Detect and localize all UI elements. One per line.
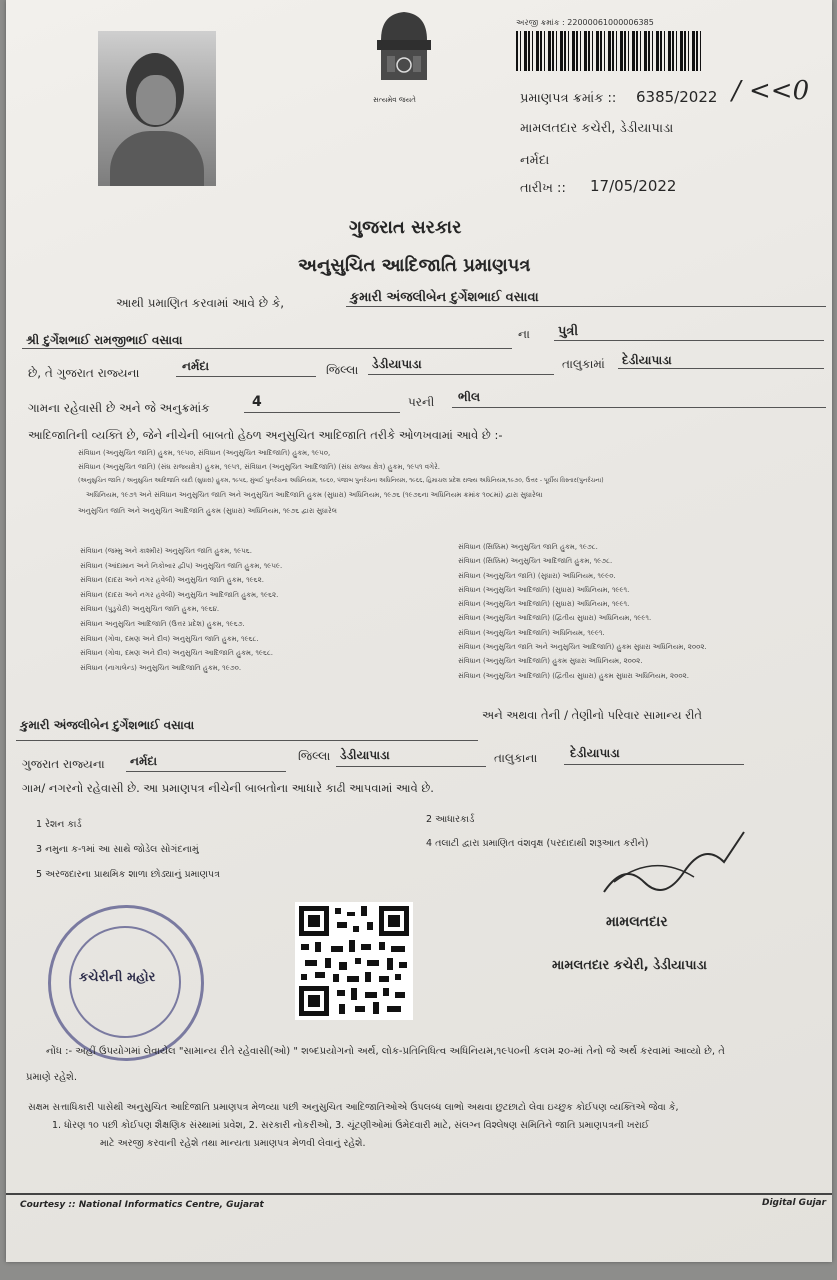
- taluka-value-1: ડેડીયાપાડા: [372, 357, 422, 371]
- applicant-photo: [98, 31, 216, 186]
- note-line: નોંધ :- અહીં ઉપયોગમાં લેવાયેલ "સામાન્ય રીતે રહેવાસી(ઓ) " શબ્દપ્રયોગનો અર્થ, લોક-પ્રતિનિધિત્વ અધિનિયમ,૧૯૫૦ની કલમ ૨૦-માં તેનો જે અર્થ કરવામાં આવ્યો છે, તે: [46, 1046, 725, 1057]
- parni-text: પરની: [408, 395, 435, 409]
- act-item: સંવિધાન (અનુસુચિત આદિજાતિ) (દ્વિતીય સુધારા) હુકમ સુધારા અધિનિયમ, ૨૦૦૨.: [458, 671, 689, 680]
- serial-value: 4: [252, 394, 262, 410]
- date-label: તારીખ ::: [520, 181, 566, 196]
- note-line: પ્રમાણે રહેશે.: [26, 1072, 78, 1083]
- document-item: 1 રેશન કાર્ડ: [36, 819, 82, 830]
- act-item: સંવિધાન (સિક્કિમ) અનુસુચિત આદિજાતિ હુકમ, ૧૯૭૮.: [458, 557, 613, 566]
- act-item: સંવિધાન (સિક્કિમ) અનુસુચિત જાતિ હુકમ, ૧૯૭૮.: [458, 543, 598, 551]
- act-item: સંવિધાન (અનુસુચિત જાતિ અને અનુસુચિત આદિજાતિ) હુકમ સુધારા અધિનિયમ, ૨૦૦૨.: [458, 643, 707, 652]
- district-value-2: નર્મદા: [130, 754, 158, 768]
- tribe-text: આદિજાતિની વ્યક્તિ છે, જેને નીચેની બાબતો હેઠળ અનુસુચિત આદિજાતિ તરીકે ઓળખવામાં આવે છે :-: [28, 428, 503, 442]
- barcode: [516, 31, 702, 71]
- courtesy-text: Courtesy :: National Informatics Centre, Gujarat: [20, 1200, 264, 1210]
- relation: પુત્રી: [558, 324, 579, 339]
- document-item: 4 તલાટી દ્વારા પ્રમાણિત વંશવૃક્ષ (પરદાદાથી શરૂઆત કરીને): [426, 838, 649, 849]
- office-seal: [48, 905, 204, 1061]
- father-name: શ્રી દુર્ગેશભાઈ રામજીભાઈ વસાવા: [26, 333, 183, 347]
- act-item: સંવિધાન (અનુસુચિત આદિજાતિ) (સુધારા) અધિનિયમ, ૧૯૯૧.: [458, 600, 630, 609]
- certificate-paper: [6, 0, 832, 1262]
- district-label: જિલ્લા: [326, 363, 359, 377]
- act-item: સંવિધાન અનુસુચિત આદિજાતિ (ઉત્તર પ્રદેશ) હુકમ, ૧૯૬૭.: [80, 619, 245, 628]
- act-item: સંવિધાન (જમ્મુ અને કાશ્મીર) અનુસુચિત જાતિ હુકમ, ૧૯૫૬.: [80, 547, 252, 555]
- act-item: સંવિધાન (દાદરા અને નગર હવેલી) અનુસુચિત જાતિ હુકમ, ૧૯૬૨.: [80, 576, 264, 585]
- district-label-2: જિલ્લા: [298, 749, 331, 763]
- emblem-motto: સત્યમેવ જયતે: [373, 96, 416, 104]
- act-item: સંવિધાન (અનુસુચિત આદિજાતિ) (સુધારા) અધિનિયમ, ૧૯૯૧.: [458, 585, 630, 594]
- title-certificate: અનુસુચિત આદિજાતિ પ્રમાણપત્ર: [298, 255, 531, 276]
- act-item: સંવિધાન (અનુસુચિત આદિજાતિ) (દ્વિતીય સુધારા) અધિનિયમ, ૧૯૯૧.: [458, 614, 652, 623]
- note-line: સક્ષમ સત્તાધિકારી પાસેથી અનુસુચિત આદિજાતિ પ્રમાણપત્ર મેળવ્યા પછી અનુસુચિત આદિજાતિઓએ ઉપલબ્ધ લાભો અથવા છુટછાટો લેવા ઇચ્છુક કોઈપણ વ્યક્તિએ જેવા કે,: [28, 1102, 679, 1113]
- signatory-office: મામલતદાર કચેરી, ડેડીયાપાડા: [552, 958, 707, 973]
- act-top-line: અધિનિયમ, ૧૯૭૧ અને સંવિધાન અનુસુચિત જાતિ અને અનુસુચિત આદિજાતિ હુકમ (સુધારા) અધિનિયમ, ૧૯૭૬ (૧૯૭૬ના અધિનિયમ ક્રમાંક ૧૦૮માં) દ્વારા સુધારેલા: [86, 491, 543, 499]
- act-item: સંવિધાન (અનુસુચિત આદિજાતિ) અધિનિયમ, ૧૯૯૧.: [458, 628, 605, 637]
- title-government: ગુજરાત સરકાર: [349, 217, 462, 238]
- act-top-line: સંવિધાન (અનુસુચિત જાતિ) (સંઘ રાજ્યક્ષેત્ર) હુકમ, ૧૯૫૧, સંવિધાન (અનુસુચિત આદિજાતિ) (સંઘ રાજ્ય ક્ષેત્ર) હુકમ, ૧૯૫૧ વગેરે.: [78, 463, 441, 471]
- handwritten-number: / <<0: [732, 76, 810, 106]
- act-item: સંવિધાન (દાદરા અને નગર હવેલી) અનુસુચિત આદિજાતિ હુકમ, ૧૯૬૨.: [80, 590, 279, 599]
- act-item: સંવિધાન (પુડુચેરી) અનુસુચિત જાતિ હુકમ, ૧૯૬૪.: [80, 605, 220, 614]
- na-text: ના: [518, 327, 530, 341]
- acts-left-list: [80, 547, 380, 678]
- note-line: માટે અરજી કરવાની રહેશે તથા માન્યતા પ્રમાણપત્ર મેળવી લેવાનું રહેશે.: [100, 1138, 366, 1149]
- taluka-value-2: દેડીયાપાડા: [622, 353, 672, 367]
- state-text-2: ગુજરાત રાજ્યના: [22, 757, 105, 771]
- state-text: છે, તે ગુજરાત રાજ્યના: [28, 366, 140, 380]
- family-text: અને અથવા તેની / તેણીનો પરિવાર સામાન્ય રીતે: [482, 708, 703, 722]
- act-item: સંવિધાન (અનુસુચિત આદિજાતિ) હુકમ સુધારા અધિનિયમ, ૨૦૦૨.: [458, 657, 643, 666]
- taluka-value-2a: ડેડીયાપાડા: [340, 748, 390, 762]
- act-item: સંવિધાન (અનુસુચિત જાતિ) (સુધારા) અધિનિયમ, ૧૯૯૦.: [458, 571, 616, 580]
- digital-gujarat-text: Digital Gujar: [762, 1198, 827, 1208]
- act-top-line: અનુસુચિત જાતિ અને અનુસુચિત આદિજાતિ હુકમ (સુધારા) અધિનિયમ, ૧૯૭૬ દ્વારા સુધારેલ: [78, 507, 337, 515]
- qr-code: [295, 902, 413, 1020]
- document-item: 5 અરજદારના પ્રાથમિક શાળા છોડ્યાનું પ્રમાણપત્ર: [36, 869, 220, 880]
- taluka-label-2: તાલુકાના: [494, 751, 538, 765]
- acts-right-list: [458, 543, 788, 686]
- act-top-line: (અનુસુચિત જાતિ / અનુસુચિત આદિજાતિ યાદી (સુધારા) હુકમ, ૧૯૫૬, મુંબઈ પુનર્રચના અધિનિયમ, ૧૯૬૦, પંજાબ પુનર્રચના અધિનિયમ, ૧૯૬૬, હિમાચલ પ્રદેશ રાજ્ય અધિનિયમ,૧૯૭૦, ઉત્તર - પૂર્વીય વિસ્તાર(પુનર્રચના): [78, 477, 604, 484]
- office-name: મામલતદાર કચેરી, ડેડીયાપાડા: [520, 121, 674, 136]
- act-item: સંવિધાન (નાગાલેન્ડ) અનુસુચિત આદિજાતિ હુકમ, ૧૯૭૦.: [80, 663, 242, 672]
- tribe-name: ભીલ: [458, 390, 481, 404]
- taluka-label: તાલુકામાં: [562, 357, 605, 371]
- resident-text-2: ગામ/ નગરનો રહેવાસી છે. આ પ્રમાણપત્ર નીચેની બાબતોના આધારે કાઢી આપવામાં આવે છે.: [22, 781, 434, 795]
- note-line: 1. ધોરણ ૧૦ પછી કોઈપણ શૈક્ષણિક સંસ્થામાં પ્રવેશ, 2. સરકારી નોકરીઓ, 3. ચૂંટણીઓમાં ઉમેદવારી માટે, સંલગ્ન વિશ્લેષણ સમિતિને જાતિ પ્રમાણપત્રની ખરાઈ: [52, 1120, 650, 1131]
- act-item: સંવિધાન (ગોવા, દમણ અને દીવ) અનુસુચિત આદિજાતિ હુકમ, ૧૯૬૮.: [80, 649, 274, 658]
- act-item: સંવિધાન (આંદામાન અને નિકોબાર દ્વીપ) અનુસુચિત જાતિ હુકમ, ૧૯૫૯.: [80, 561, 283, 570]
- document-item: 2 આધારકાર્ડ: [426, 814, 475, 825]
- national-emblem-icon: [367, 6, 441, 104]
- application-serial: અરજી ક્રમાંક : 22000061000006385: [516, 18, 654, 27]
- footer-divider: [6, 1193, 832, 1195]
- cert-no-value: 6385/2022: [636, 88, 718, 106]
- taluka-value-2b: દેડીયાપાડા: [570, 746, 620, 760]
- applicant-name: કુમારી અંજલીબેન દુર્ગેશભાઈ વસાવા: [350, 290, 539, 305]
- act-item: સંવિધાન (ગોવા, દમણ અને દીવ) અનુસુચિત જાતિ હુકમ, ૧૯૬૮.: [80, 634, 259, 643]
- seal-text: કચેરીની મહોર: [79, 970, 156, 985]
- signatory-designation: મામલતદાર: [606, 914, 668, 930]
- applicant-name-2: કુમારી અંજલીબેન દુર્ગેશભાઈ વસાવા: [20, 718, 195, 732]
- resident-text: ગામના રહેવાસી છે અને જે અનુક્રમાંક: [28, 401, 210, 415]
- cert-no-label: પ્રમાણપત્ર ક્રમાંક ::: [520, 91, 617, 106]
- certify-text: આથી પ્રમાણિત કરવામાં આવે છે કે,: [116, 296, 285, 310]
- document-item: 3 નમુના ક-૧માં આ સાથે જોડેલ સોગંદનામું: [36, 844, 199, 855]
- signature-mark: [594, 822, 754, 902]
- act-top-line: સંવિધાન (અનુસુચિત જાતિ) હુકમ, ૧૯૫૦, સંવિધાન (અનુસુચિત આદિજાતિ) હુકમ, ૧૯૫૦,: [78, 449, 331, 457]
- date-value: 17/05/2022: [590, 177, 677, 195]
- district-value: નર્મદા: [182, 359, 210, 373]
- district-name: નર્મદા: [520, 153, 550, 168]
